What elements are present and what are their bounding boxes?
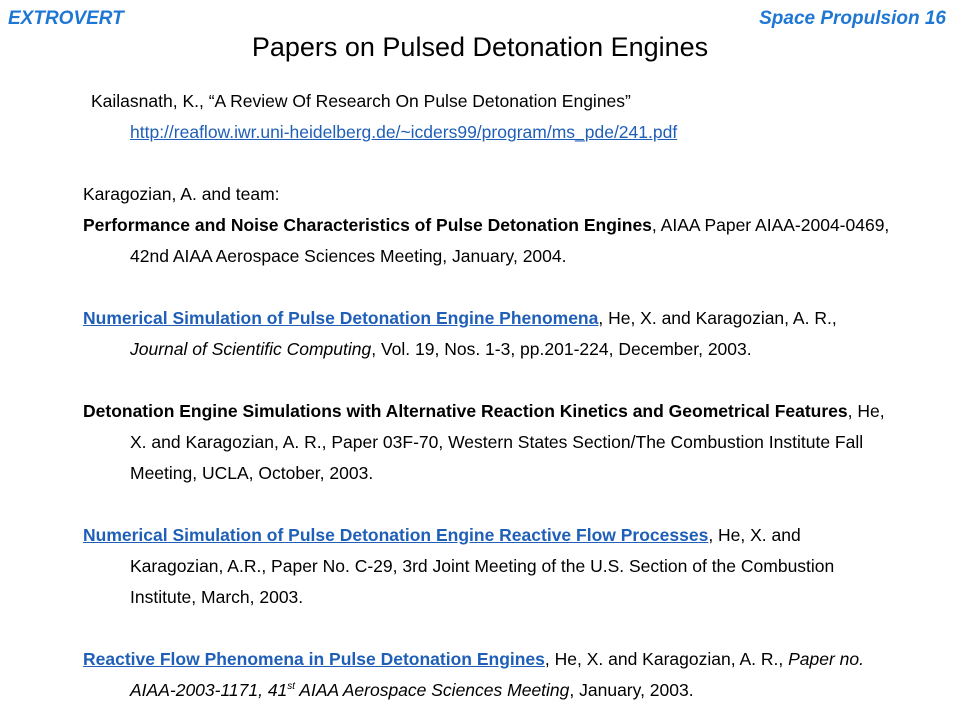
- reference-4-title: Detonation Engine Simulations with Alternative Reaction Kinetics and Geometrical Features: [83, 401, 848, 421]
- reference-2: [83, 210, 891, 272]
- reference-3-details: , Vol. 19, Nos. 1-3, pp.201-224, December, 2003.: [371, 339, 752, 359]
- reference-5-details: , He, X. and Karagozian, A.R., Paper No. C-29, 3rd Joint Meeting of the U.S. Section of the Combustion Institute, March, 2003.: [130, 525, 835, 607]
- reference-3-journal: Journal of Scientific Computing: [130, 339, 372, 359]
- reference-5: [83, 520, 891, 613]
- reference-list: [83, 86, 891, 706]
- reference-5-link[interactable]: Numerical Simulation of Pulse Detonation Engine Reactive Flow Processes: [83, 525, 709, 545]
- reference-6-authors: , He, X. and Karagozian, A. R.,: [544, 649, 789, 669]
- reference-1-link[interactable]: http://reaflow.iwr.uni-heidelberg.de/~icders99/program/ms_pde/241.pdf: [130, 122, 678, 142]
- reference-4-details: , He, X. and Karagozian, A. R., Paper 03F-70, Western States Section/The Combustion Institute Fall Meeting, UCLA, October, 2003.: [130, 401, 885, 483]
- reference-1: [83, 86, 891, 148]
- reference-1-text: Kailasnath, K., “A Review Of Research On Pulse Detonation Engines”: [91, 91, 631, 111]
- reference-2-title: Performance and Noise Characteristics of Pulse Detonation Engines: [83, 215, 652, 235]
- reference-3-link[interactable]: Numerical Simulation of Pulse Detonation Engine Phenomena: [83, 308, 599, 328]
- reference-6-details: , January, 2003.: [569, 680, 694, 700]
- reference-6: [83, 644, 891, 706]
- reference-3: [83, 303, 891, 365]
- reference-4: [83, 396, 891, 489]
- reference-2-details: , AIAA Paper AIAA-2004-0469, 42nd AIAA Aerospace Sciences Meeting, January, 2004.: [130, 215, 890, 266]
- page-title: Papers on Pulsed Detonation Engines: [251, 32, 709, 62]
- reference-6-meeting: AIAA Aerospace Sciences Meeting: [295, 680, 570, 700]
- reference-3-authors: , He, X. and Karagozian, A. R.,: [598, 308, 837, 328]
- reference-6-paper-number: Paper no. AIAA-2003-1171, 41: [130, 649, 864, 700]
- reference-6-link[interactable]: Reactive Flow Phenomena in Pulse Detonation Engines: [83, 649, 545, 669]
- header-right-label: Space Propulsion 16: [759, 8, 946, 29]
- reference-6-superscript: st: [287, 681, 296, 693]
- header-left-label: EXTROVERT: [8, 8, 124, 29]
- reference-2-author-line: Karagozian, A. and team:: [83, 184, 280, 204]
